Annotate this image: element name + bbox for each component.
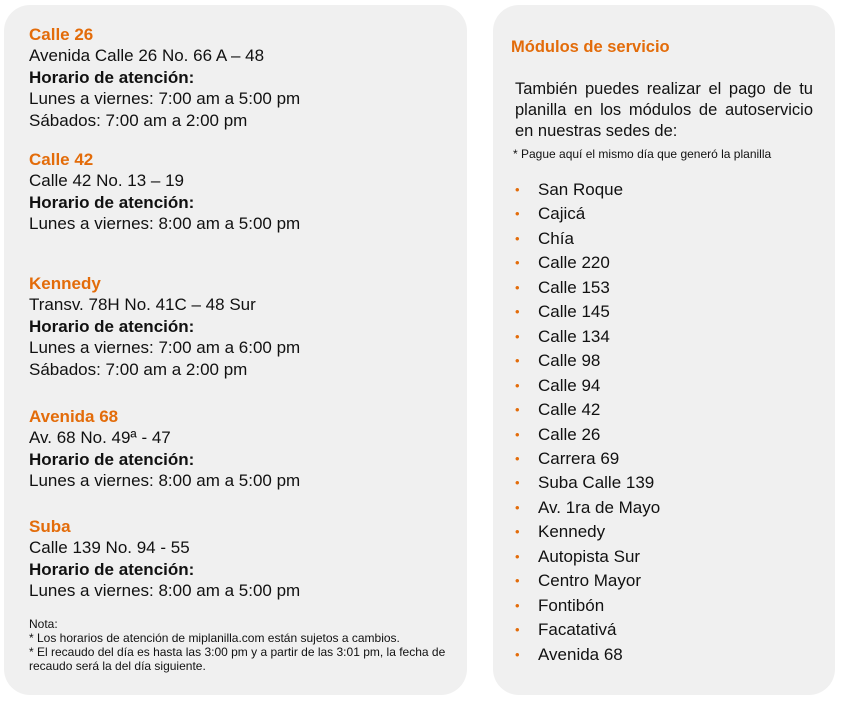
bullet-icon: • — [515, 548, 520, 564]
branch-suba — [29, 516, 459, 602]
branch-name: Calle 26 — [29, 25, 94, 44]
module-location-label: San Roque — [538, 180, 624, 199]
modules-footnote: * Pague aquí el mismo día que generó la planilla — [513, 147, 772, 161]
bullet-icon: • — [515, 353, 520, 369]
module-location-item — [515, 276, 660, 300]
schedule-label: Horario de atención: — [29, 192, 195, 212]
bullet-icon: • — [515, 402, 520, 418]
bullet-icon: • — [515, 499, 520, 515]
branch-schedule-panel — [4, 5, 467, 695]
module-location-item — [515, 569, 660, 593]
branch-address: Avenida Calle 26 No. 66 A – 48 — [29, 46, 265, 65]
branch-address: Av. 68 No. 49ª - 47 — [29, 428, 171, 447]
note-title: Nota: — [29, 617, 58, 631]
schedule-label: Horario de atención: — [29, 67, 195, 87]
module-location-item — [515, 349, 660, 373]
modules-title: Módulos de servicio — [511, 38, 670, 56]
module-location-label: Centro Mayor — [538, 571, 641, 591]
module-location-item — [515, 618, 660, 642]
bullet-icon: • — [515, 377, 520, 393]
schedule-label: Horario de atención: — [29, 449, 195, 469]
branch-address: Calle 42 No. 13 – 19 — [29, 171, 184, 190]
module-location-label: Fontibón — [538, 595, 605, 615]
branch-address: Transv. 78H No. 41C – 48 Sur — [29, 295, 256, 314]
module-location-label: Autopista Sur — [538, 546, 641, 566]
module-location-item — [515, 447, 660, 471]
bullet-icon: • — [515, 475, 520, 491]
schedule-hours: Lunes a viernes: 8:00 am a 5:00 pm — [29, 471, 301, 490]
schedule-hours: Lunes a viernes: 7:00 am a 5:00 pm — [29, 89, 301, 108]
module-location-item — [515, 496, 660, 520]
bullet-icon: • — [515, 206, 520, 222]
bullet-icon: • — [515, 597, 520, 613]
module-location-item — [515, 300, 660, 324]
bullet-icon: • — [515, 573, 520, 589]
bullet-icon: • — [515, 524, 520, 540]
branch-name: Kennedy — [29, 274, 101, 293]
module-location-item — [515, 594, 660, 618]
module-location-label: Calle 94 — [538, 375, 601, 395]
module-location-label: Suba Calle 139 — [538, 473, 655, 493]
module-location-list — [515, 178, 660, 667]
note-item: * Los horarios de atención de miplanilla.com están sujetos a cambios. — [29, 631, 400, 645]
schedule-hours: Lunes a viernes: 8:00 am a 5:00 pm — [29, 581, 301, 600]
note-item: * El recaudo del día es hasta las 3:00 pm y a partir de las 3:01 pm, la fecha de recaudo será la del día siguiente. — [29, 645, 446, 673]
bullet-icon: • — [515, 328, 520, 344]
schedule-hours: Lunes a viernes: 8:00 am a 5:00 pm — [29, 214, 301, 233]
bullet-icon: • — [515, 646, 520, 662]
module-location-label: Calle 42 — [538, 400, 601, 420]
branch-name: Avenida 68 — [29, 407, 119, 426]
schedule-label: Horario de atención: — [29, 559, 195, 579]
module-location-item — [515, 227, 660, 251]
branch-calle-42 — [29, 149, 459, 235]
module-location-label: Cajicá — [538, 204, 586, 224]
module-location-item — [515, 178, 660, 202]
schedule-hours: Lunes a viernes: 7:00 am a 6:00 pm — [29, 338, 301, 357]
module-location-label: Calle 134 — [538, 326, 610, 346]
bullet-icon: • — [515, 230, 520, 246]
module-location-item — [515, 423, 660, 447]
module-location-item — [515, 520, 660, 544]
module-location-label: Calle 145 — [538, 302, 610, 322]
module-location-label: Calle 220 — [538, 253, 610, 273]
schedule-hours: Sábados: 7:00 am a 2:00 pm — [29, 359, 248, 379]
branch-kennedy — [29, 273, 459, 380]
module-location-label: Kennedy — [538, 522, 606, 542]
branch-name: Suba — [29, 517, 71, 536]
branch-name: Calle 42 — [29, 150, 94, 169]
bullet-icon: • — [515, 255, 520, 271]
bullet-icon: • — [515, 304, 520, 320]
bullet-icon: • — [515, 450, 520, 466]
module-location-label: Calle 26 — [538, 424, 601, 444]
module-location-item — [515, 325, 660, 349]
branch-avenida-68 — [29, 406, 459, 492]
bullet-icon: • — [515, 426, 520, 442]
branch-address: Calle 139 No. 94 - 55 — [29, 538, 190, 557]
module-location-label: Av. 1ra de Mayo — [538, 497, 661, 517]
schedule-hours: Sábados: 7:00 am a 2:00 pm — [29, 110, 248, 130]
schedule-note — [29, 617, 461, 673]
module-location-item — [515, 471, 660, 495]
module-location-label: Avenida 68 — [538, 644, 623, 664]
branch-calle-26 — [29, 24, 459, 131]
bullet-icon: • — [515, 279, 520, 295]
module-location-label: Calle 153 — [538, 277, 610, 297]
schedule-label: Horario de atención: — [29, 316, 195, 336]
module-location-item — [515, 251, 660, 275]
module-location-item — [515, 545, 660, 569]
module-location-item — [515, 398, 660, 422]
bullet-icon: • — [515, 182, 520, 197]
module-location-label: Chía — [538, 228, 574, 248]
module-location-label: Facatativá — [538, 620, 617, 640]
module-location-item — [515, 374, 660, 398]
service-modules-panel — [493, 5, 835, 695]
module-location-item — [515, 202, 660, 226]
module-location-item — [515, 643, 660, 667]
bullet-icon: • — [515, 622, 520, 638]
module-location-label: Calle 98 — [538, 351, 601, 371]
modules-intro: También puedes realizar el pago de tu planilla en los módulos de autoservicio en nuestras sedes de: — [515, 80, 813, 140]
module-location-label: Carrera 69 — [538, 448, 620, 468]
